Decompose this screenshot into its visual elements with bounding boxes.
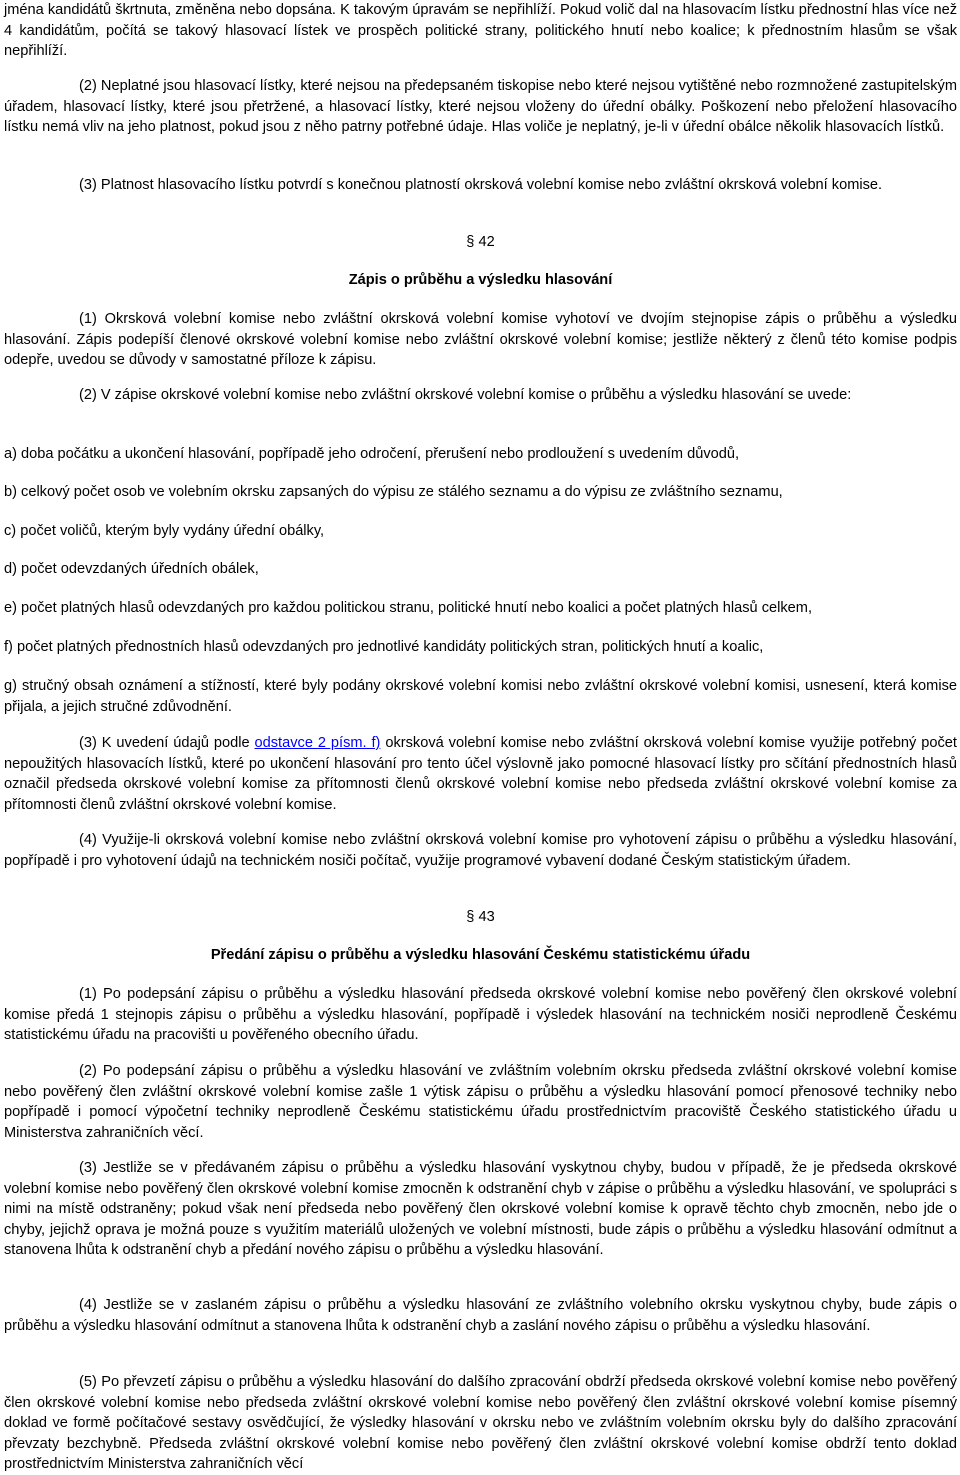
section-43-number: § 43 bbox=[466, 909, 495, 925]
reference-link[interactable]: odstavce 2 písm. f) bbox=[254, 735, 381, 751]
list-item-d: d) počet odevzdaných úředních obálek, bbox=[4, 561, 259, 577]
paragraph-continuation: jména kandidátů škrtnuta, změněna nebo dopsána. K takovým úpravám se nepřihlíží. Pokud volič dal na hlasovacím lístku přednostní hlas více než 4 kandidátům, počítá se takový hlasovací lístek ve prospěch politické strany, politického hnutí nebo koalice; k přednostním hlasům se však nepřihlíží. bbox=[4, 2, 957, 59]
section-42-title: Zápis o průběhu a výsledku hlasování bbox=[348, 272, 613, 288]
list-item-g: g) stručný obsah oznámení a stížností, které byly podány okrskové volební komisi nebo zvláštní okrskové volební komisi, usnesení, která komise přijala, a jejich stručné zdůvodnění. bbox=[4, 678, 957, 715]
paragraph-42-1: (1) Okrsková volební komise nebo zvláštní okrsková volební komise vyhotoví ve dvojím stejnopise zápis o průběhu a výsledku hlasování. Zápis podepíší členové okrskové volební komise nebo zvláštní okrskové volební komise; jestliže některý z členů této komise podpis odepře, uvedou se důvody v samostatné příloze k zápisu. bbox=[4, 311, 957, 368]
paragraph-42-3-start: (3) K uvedení údajů podle bbox=[79, 735, 255, 751]
list-item-c: c) počet voličů, kterým byly vydány úřední obálky, bbox=[4, 523, 325, 539]
section-42-number: § 42 bbox=[466, 234, 495, 250]
section-43-title: Předání zápisu o průběhu a výsledku hlasování Českému statistickému úřadu bbox=[210, 947, 751, 963]
paragraph-43-3: (3) Jestliže se v předávaném zápisu o průběhu a výsledku hlasování vyskytnou chyby, budou v případě, že je předseda okrskové volební komise nebo pověřený člen okrskové volební komise zmocněn k odstranění chyb v zápise o průběhu a výsledku hlasování, ve spolupráci s nimi na místě odstraněny; pokud však není předseda nebo pověřený člen okrskové volební komise k opravě těchto chyb zmocněn, nebo jde o chyby, jejichž oprava je možná pouze s využitím materiálů uložených ve volební místnosti, bude zápis o průběhu a výsledku hlasování odmítnut a stanovena lhůta k odstranění chyb a předání nového zápisu o průběhu a výsledku hlasování. bbox=[4, 1160, 957, 1258]
list-item-b: b) celkový počet osob ve volebním okrsku zapsaných do výpisu ze stálého seznamu a do výpisu ze zvláštního seznamu, bbox=[4, 484, 783, 500]
paragraph-42-4: (4) Využije-li okrsková volební komise nebo zvláštní okrsková volební komise pro vyhotovení zápisu o průběhu a výsledku hlasování, popřípadě i pro vyhotovení údajů na technickém nosiči počítač, využije programové vybavení dodané Českým statistickým úřadem. bbox=[4, 832, 957, 869]
list-item-a: a) doba počátku a ukončení hlasování, popřípadě jeho odročení, přerušení nebo prodloužení s uvedením důvodů, bbox=[4, 446, 740, 462]
paragraph-43-4: (4) Jestliže se v zaslaném zápisu o průběhu a výsledku hlasování ze zvláštního volebního okrsku vyskytnou chyby, bude zápis o průběhu a výsledku hlasování odmítnut a stanovena lhůta k odstranění chyb a zaslání nového zápisu o průběhu a výsledku hlasování. bbox=[4, 1297, 957, 1334]
paragraph-41-2: (2) Neplatné jsou hlasovací lístky, které nejsou na předepsaném tiskopise nebo které nejsou vytištěné nebo rozmnožené zastupitelským úřadem, hlasovací lístky, které jsou přetržené, a hlasovací lístky, které nejsou vloženy do úřední obálky. Poškození nebo přeložení hlasovacího lístku nemá vliv na jeho platnost, pokud jsou z něho patrny potřebné údaje. Hlas voliče je neplatný, je-li v úřední obálce několik hlasovacích lístků. bbox=[4, 78, 957, 135]
paragraph-43-1: (1) Po podepsání zápisu o průběhu a výsledku hlasování předseda okrskové volební komise nebo pověřený člen okrskové volební komise předá 1 stejnopis zápisu o průběhu a výsledku hlasování, popřípadě i výsledek hlasování na technickém nosiči neprodleně Českému statistickému úřadu na pracovišti u pověřeného obecního úřadu. bbox=[4, 986, 957, 1043]
paragraph-43-5: (5) Po převzetí zápisu o průběhu a výsledku hlasování do dalšího zpracování obdrží předseda okrskové volební komise nebo pověřený člen okrskové volební komise nebo předseda zvláštní okrskové volební komise nebo pověřený člen zvláštní okrskové volební komise písemný doklad ve formě počítačové sestavy osvědčující, že výsledky hlasování v okrsku nebo ve zvláštním volebním okrsku byly do dalšího zpracování převzaty bezchybně. Předseda zvláštní okrskové volební komise nebo pověřený člen zvláštní okrskové volební komise obdrží tento doklad prostřednictvím Ministerstva zahraničních věcí bbox=[4, 1374, 957, 1472]
paragraph-42-2: (2) V zápise okrskové volební komise nebo zvláštní okrskové volební komise o průběhu a výsledku hlasování se uvede: bbox=[79, 387, 852, 403]
list-item-e: e) počet platných hlasů odevzdaných pro každou politickou stranu, politické hnutí nebo koalici a počet platných hlasů celkem, bbox=[4, 600, 813, 616]
paragraph-43-2: (2) Po podepsání zápisu o průběhu a výsledku hlasování ve zvláštním volebním okrsku předseda zvláštní okrskové volební komise nebo pověřený člen zvláštní okrskové volební komise zašle 1 výtisk zápisu o průběhu a výsledku hlasování pomocí přenosové techniky nebo popřípadě i pomocí výpočetní techniky neprodleně Českému statistickému úřadu prostřednictvím pracoviště Českého statistického úřadu u Ministerstva zahraničních věcí. bbox=[4, 1063, 957, 1141]
paragraph-41-3: (3) Platnost hlasovacího lístku potvrdí s konečnou platností okrsková volební komise nebo zvláštní okrsková volební komise. bbox=[79, 177, 883, 193]
paragraph-42-3 bbox=[4, 733, 957, 815]
paragraph-42-3-rest: okrsková volební komise nebo zvláštní okrsková volební komise využije potřebný počet nepoužitých hlasovacích lístků, které po ukončení hlasování pro tento účel výslovně jako pomocné hlasovací lístky pro sčítání přednostních hlasů označil předseda okrskové volební komise za přítomnosti členů okrskové volební komise nebo předseda zvláštní okrskové volební komise za přítomnosti členů zvláštní okrskové volební komise. bbox=[4, 735, 957, 813]
list-item-f: f) počet platných přednostních hlasů odevzdaných pro jednotlivé kandidáty politických stran, politických hnutí a koalic, bbox=[4, 639, 764, 655]
